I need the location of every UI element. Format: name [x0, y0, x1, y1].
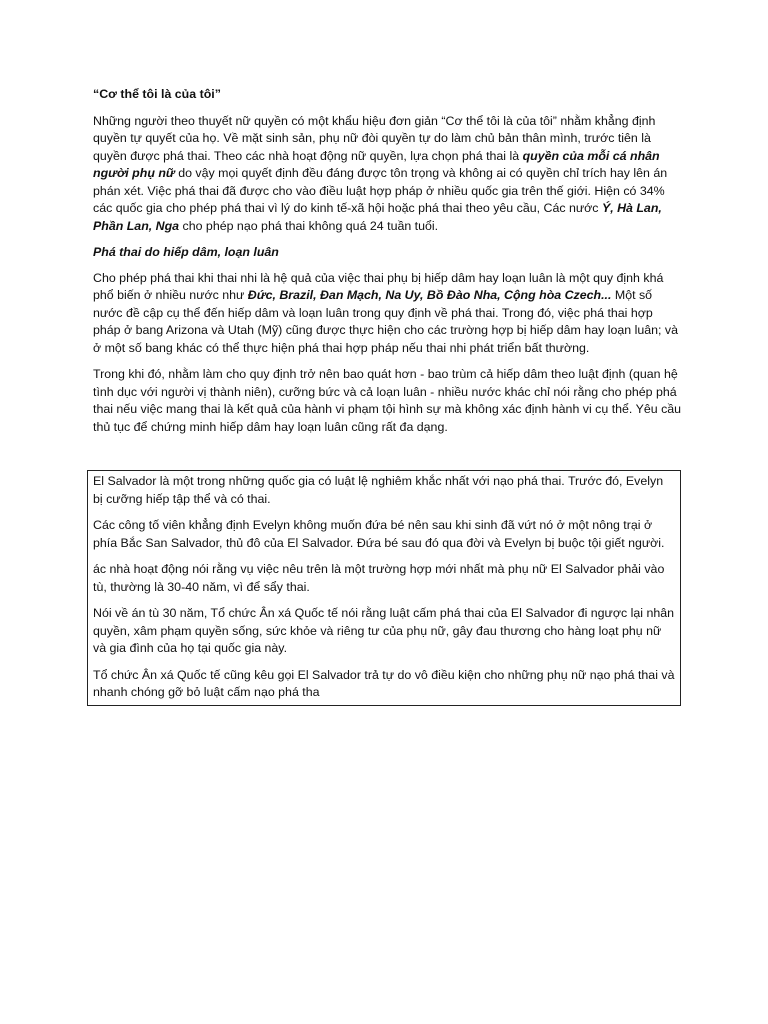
document-title: “Cơ thể tôi là của tôi” [93, 87, 221, 101]
section-heading: Phá thai do hiếp dâm, loạn luân [93, 245, 279, 259]
paragraph-text: do vậy mọi quyết định đều đáng được tôn trọng và không ai có quyền chỉ trích hay lên án phán xét. Việc phá thai đã được cho vào điều luật hợp pháp ở nhiều quốc gia trên thế giới. Hiện có 34% các quốc gia cho phép phá thai vì lý do kinh tế-xã hội hoặc phá thai theo yêu cầu, Các nước [93, 166, 668, 215]
box-paragraph: ác nhà hoạt động nói rằng vụ việc nêu trên là một trường hợp mới nhất mà phụ nữ El Salvador phải vào tù, thường là 30-40 năm, vì để sẩy thai. [93, 562, 665, 594]
box-paragraph: Nói về án tù 30 năm, Tổ chức Ân xá Quốc tế nói rằng luật cấm phá thai của El Salvador đi ngược lại nhân quyền, xâm phạm quyền sống, sức khỏe và riêng tư của phụ nữ, gây đau thương cho hàng loạt phụ nữ và gia đình của họ tại quốc gia này. [93, 606, 675, 655]
box-paragraph: Các công tố viên khẳng định Evelyn không muốn đứa bé nên sau khi sinh đã vứt nó ở một nông trại ở phía Bắc San Salvador, thủ đô của El Salvador. Đứa bé sau đó qua đời và Evelyn bị buộc tội giết người. [93, 518, 665, 550]
box-paragraph: El Salvador là một trong những quốc gia có luật lệ nghiêm khắc nhất với nạo phá thai. Trước đó, Evelyn bị cưỡng hiếp tập thể và có thai. [93, 474, 664, 506]
paragraph-text: cho phép nạo phá thai không quá 24 tuần tuổi. [179, 218, 439, 233]
paragraph-rape-incest [93, 270, 683, 358]
paragraph-text: Một số nước đề cập cụ thể đến hiếp dâm và loạn luân trong quy định về phá thai. Trong đó, việc phá thai hợp pháp ở bang Arizona và Utah (Mỹ) cũng được thực hiện cho các trường hợp bị hiếp dâm hay loạn luân; và ở một số bang khác có thể thực hiện phá thai hợp pháp nếu thai nhi phát triển bất thường. [93, 288, 678, 355]
el-salvador-box [87, 470, 681, 706]
paragraph-text: Cho phép phá thai khi thai nhi là hệ quả của việc thai phụ bị hiếp dâm hay loạn luân là một quy định khá phổ biến ở nhiều nước như [93, 270, 664, 302]
main-text [93, 86, 683, 445]
box-paragraph: Tổ chức Ân xá Quốc tế cũng kêu gọi El Salvador trả tự do vô điều kiện cho những phụ nữ nạo phá thai và nhanh chóng gỡ bỏ luật cấm nạo phá tha [93, 667, 675, 699]
paragraph-text: Những người theo thuyết nữ quyền có một khẩu hiệu đơn giản “Cơ thể tôi là của tôi” nhằm khẳng định quyền tự quyết của họ. Về mặt sinh sản, phụ nữ đòi quyền tự do làm chủ bản thân mình, trước tiên là quyền được phá thai. Theo các nhà hoạt động nữ quyền, lựa chọn phá thai là [93, 113, 656, 163]
paragraph-bodily-autonomy [93, 113, 683, 236]
emphasis-individual-right: quyền của mỗi cá nhân người phụ nữ [93, 148, 660, 180]
emphasis-country-list: Ý, Hà Lan, Phần Lan, Nga [93, 201, 662, 233]
emphasis-country-list: Đức, Brazil, Đan Mạch, Na Uy, Bồ Đào Nha, Cộng hòa Czech... [247, 288, 612, 302]
paragraph-criminal-act: Trong khi đó, nhằm làm cho quy định trở nên bao quát hơn - bao trùm cả hiếp dâm theo luật định (quan hệ tình dục với người vị thành niên), cưỡng bức và cả loạn luân - nhiều nước khác chỉ nói rằng cho phép phá thai nếu việc mang thai là kết quả của hành vi phạm tội hình sự mà không xác định hành vi cụ thể. Yêu cầu thủ tục để chứng minh hiếp dâm hay loạn luân cũng rất đa dạng. [93, 367, 682, 434]
